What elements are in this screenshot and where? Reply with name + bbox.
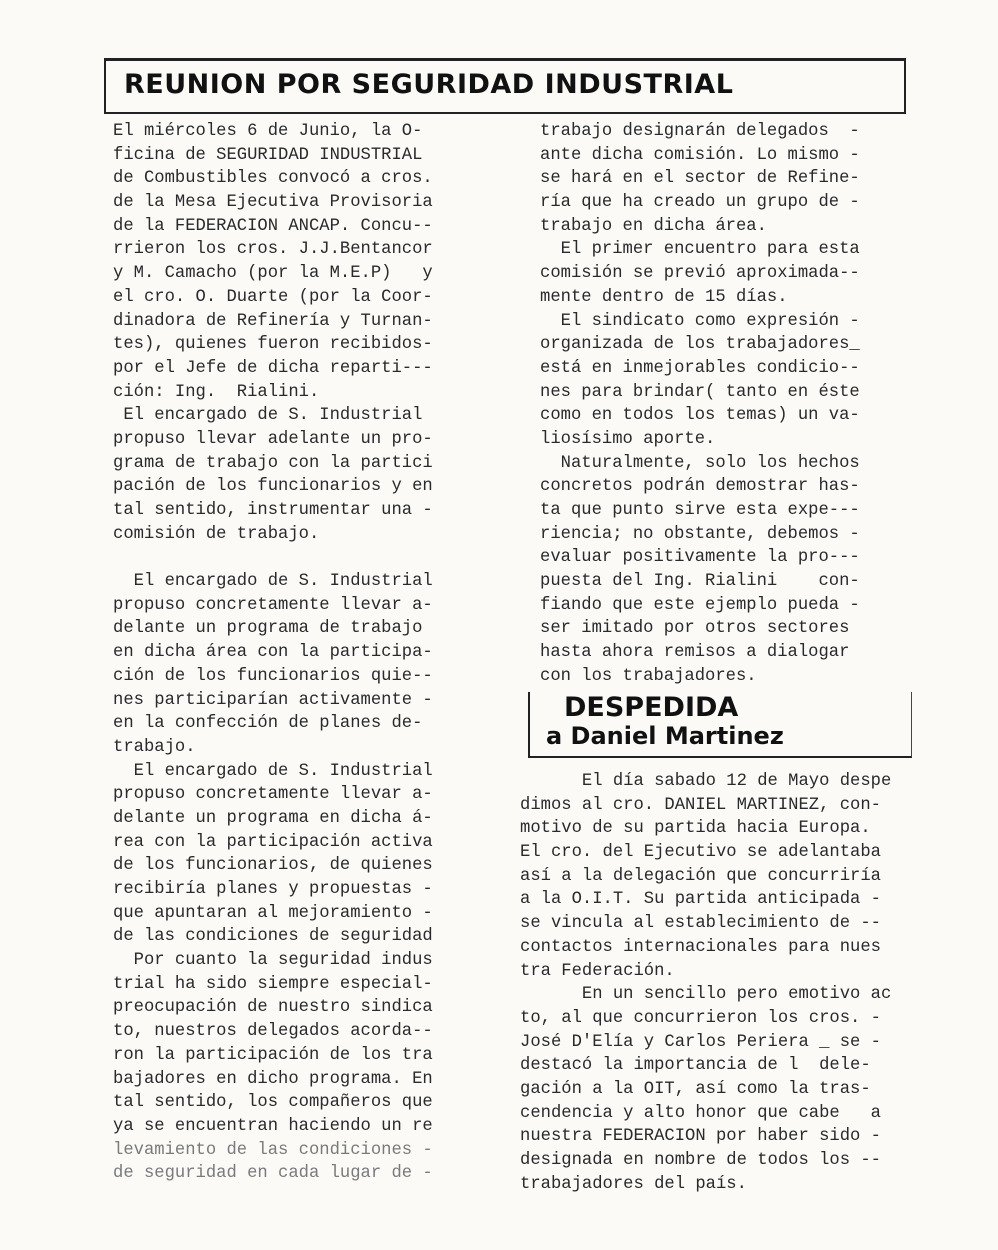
text-line: nes para brindar( tanto en éste (540, 382, 860, 402)
text-line: propuso concretamente llevar a- (113, 595, 433, 615)
text-line: trial ha sido siempre especial- (113, 974, 433, 994)
text-line: de seguridad en cada lugar de - (113, 1164, 433, 1184)
text-line: de las condiciones de seguridad (113, 927, 433, 947)
headline-box (104, 58, 906, 114)
text-line: en la confección de planes de- (113, 714, 423, 734)
text-line: grama de trabajo con la partici (113, 453, 433, 473)
text-line: nes participarían activamente - (113, 690, 433, 710)
text-line: tal sentido, los compañeros que (113, 1093, 433, 1113)
text-line: delante un programa de trabajo (113, 619, 423, 639)
right-column-bottom (520, 770, 940, 1196)
text-line: ría que ha creado un grupo de - (540, 193, 860, 213)
text-line: El día sabado 12 de Mayo despe (520, 772, 892, 791)
text-line: Por cuanto la seguridad indus (113, 951, 433, 971)
text-line: to, nuestros delegados acorda-- (113, 1022, 433, 1042)
text-line: to, al que concurrieron los cros. - (520, 1008, 881, 1028)
text-line (113, 546, 493, 570)
text-line: nuestra FEDERACION por haber sido - (520, 1127, 881, 1147)
text-line: tes), quienes fueron recibidos- (113, 335, 433, 355)
text-line: que apuntaran al mejoramiento - (113, 903, 433, 923)
right-column-top (540, 120, 918, 689)
text-line: se vincula al establecimiento de -- (520, 914, 881, 934)
text-line: dinadora de Refinería y Turnan- (113, 311, 433, 331)
text-line: ser imitado por otros sectores (540, 619, 850, 639)
text-line: por el Jefe de dicha reparti--- (113, 358, 433, 378)
text-line: El miércoles 6 de Junio, la O- (113, 122, 423, 141)
text-line: trabajo. (113, 737, 196, 757)
text-line: contactos internacionales para nues (520, 937, 881, 957)
headline: REUNION POR SEGURIDAD INDUSTRIAL (124, 69, 734, 100)
text-line: trabajo designarán delegados - (540, 122, 860, 141)
text-line: liosísimo aporte. (540, 429, 716, 449)
text-line: organizada de los trabajadores_ (540, 335, 860, 355)
subheadline-box (528, 692, 912, 758)
text-line: Naturalmente, solo los hechos (540, 453, 860, 473)
text-line: El cro. del Ejecutivo se adelantaba (520, 843, 881, 863)
text-line: ya se encuentran haciendo un re (113, 1116, 433, 1136)
text-line: dimos al cro. DANIEL MARTINEZ, con- (520, 795, 881, 815)
text-line: En un sencillo pero emotivo ac (520, 985, 892, 1005)
text-line: con los trabajadores. (540, 666, 757, 686)
text-line: trabajo en dicha área. (540, 216, 767, 236)
text-line: se hará en el sector de Refine- (540, 169, 860, 189)
text-line: rea con la participación activa (113, 832, 433, 852)
text-line: a la O.I.T. Su partida anticipada - (520, 890, 881, 910)
text-line: riencia; no obstante, debemos - (540, 524, 860, 544)
text-line: El primer encuentro para esta (540, 240, 860, 260)
text-line: de los funcionarios, de quienes (113, 856, 433, 876)
text-line: de la FEDERACION ANCAP. Concu-- (113, 216, 433, 236)
text-line: está en inmejorables condicio-- (540, 358, 860, 378)
text-line: comisión se previó aproximada-- (540, 264, 860, 284)
text-line: José D'Elía y Carlos Periera _ se - (520, 1032, 881, 1052)
text-line: trabajadores del país. (520, 1174, 747, 1194)
text-line: levamiento de las condiciones - (113, 1140, 433, 1160)
text-line: El sindicato como expresión - (540, 311, 860, 331)
text-line: así a la delegación que concurriría (520, 866, 881, 886)
left-column (113, 120, 493, 1186)
text-line: el cro. O. Duarte (por la Coor- (113, 287, 433, 307)
text-line: gación a la OIT, así como la tras- (520, 1079, 871, 1099)
text-line: evaluar positivamente la pro--- (540, 548, 860, 568)
text-line: hasta ahora remisos a dialogar (540, 643, 850, 663)
text-line: El encargado de S. Industrial (113, 406, 423, 426)
text-line: destacó la importancia de l dele- (520, 1056, 871, 1076)
text-line: rrieron los cros. J.J.Bentancor (113, 240, 433, 260)
text-line: El encargado de S. Industrial (113, 572, 433, 592)
text-line: como en todos los temas) un va- (540, 406, 860, 426)
text-line: concretos podrán demostrar has- (540, 477, 860, 497)
text-line: designada en nombre de todos los -- (520, 1151, 881, 1170)
text-line: preocupación de nuestro sindica (113, 998, 433, 1018)
subheadline-line-1: DESPEDIDA (564, 692, 739, 723)
text-line: tra Federación. (520, 961, 675, 981)
text-line: ron la participación de los tra (113, 1045, 433, 1065)
text-line: delante un programa en dicha á- (113, 808, 433, 828)
text-line: ficina de SEGURIDAD INDUSTRIAL (113, 145, 423, 165)
text-line: mente dentro de 15 días. (540, 287, 788, 307)
text-line: bajadores en dicho programa. En (113, 1069, 433, 1089)
text-line: y M. Camacho (por la M.E.P) y (113, 264, 433, 284)
text-line: pación de los funcionarios y en (113, 477, 433, 497)
text-line: de Combustibles convocó a cros. (113, 169, 433, 189)
text-line: ción de los funcionarios quie-- (113, 666, 433, 686)
text-line: puesta del Ing. Rialini con- (540, 572, 860, 592)
text-line: propuso concretamente llevar a- (113, 785, 433, 805)
text-line: ta que punto sirve esta expe--- (540, 501, 860, 520)
text-line: fiando que este ejemplo pueda - (540, 595, 860, 615)
text-line: tal sentido, instrumentar una - (113, 501, 433, 520)
text-line: comisión de trabajo. (113, 524, 320, 544)
text-line: El encargado de S. Industrial (113, 761, 433, 781)
text-line: propuso llevar adelante un pro- (113, 429, 433, 449)
text-line: recibiría planes y propuestas - (113, 880, 433, 899)
text-line: en dicha área con la participa- (113, 643, 433, 663)
text-line: ción: Ing. Rialini. (113, 382, 320, 402)
text-line: ante dicha comisión. Lo mismo - (540, 145, 860, 165)
text-line: cendencia y alto honor que cabe a (520, 1103, 881, 1123)
subheadline-line-2: a Daniel Martinez (546, 722, 784, 750)
text-line: de la Mesa Ejecutiva Provisoria (113, 193, 433, 213)
text-line: motivo de su partida hacia Europa. (520, 819, 871, 839)
